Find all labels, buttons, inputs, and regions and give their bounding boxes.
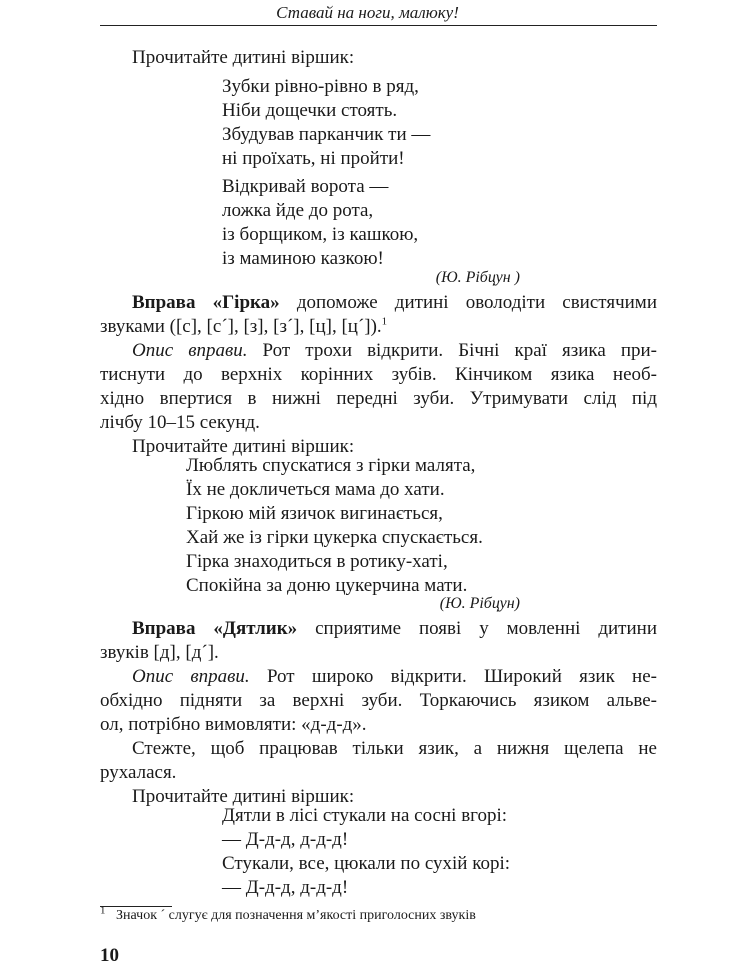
footnote-ref: 1 — [381, 315, 388, 328]
poem-line: — Д-д-д, д-д-д! — [222, 877, 349, 898]
poem-author: (Ю. Рібцун ) — [435, 269, 520, 286]
text-run: звуками ([с], [с´], [з], [з´], [ц], [ц´]). — [100, 316, 382, 337]
poem-stanza — [222, 804, 510, 900]
poem-line: Їх не докличеться мама до хати. — [186, 479, 445, 500]
poem-line: ні проїхать, ні пройти! — [222, 148, 405, 169]
poem-stanza — [222, 75, 430, 171]
poem-line: Гірка знаходиться в ротику-хаті, — [186, 551, 448, 572]
paragraph-line — [100, 339, 657, 363]
page-number: 10 — [100, 945, 119, 966]
poem-line: Ніби дощечки стоять. — [222, 100, 398, 121]
text-run: допоможе дитині оволодіти свистячими — [279, 292, 657, 313]
poem-line: Гіркою мій язичок вигинається, — [186, 503, 443, 524]
poem-line: Зубки рівно-рівно в ряд, — [222, 76, 419, 97]
description-label: Опис вправи. — [132, 340, 248, 361]
poem-line: Люблять спускатися з гірки малята, — [186, 455, 476, 476]
paragraph-line: звуків [д], [д´]. — [100, 642, 219, 663]
footnote-number: 1 — [100, 904, 106, 917]
poem-line: Збудував парканчик ти — — [222, 124, 431, 145]
paragraph-line: рухалася. — [100, 762, 177, 783]
footnote-text: Значок ´ слугує для позначення м’якості приголосних звуків — [116, 908, 476, 923]
paragraph-line: тиснути до верхніх корінних зубів. Кінчиком язика необ- — [100, 364, 657, 385]
running-header: Ставай на ноги, малюку! — [276, 3, 459, 22]
paragraph-line: хідно впертися в нижні передні зуби. Утримувати слід під — [100, 388, 657, 409]
poem-line: Дятли в лісі стукали на сосні вгорі: — [222, 805, 508, 826]
poem-line: Відкривай ворота — — [222, 176, 389, 197]
poem-intro — [100, 46, 657, 70]
text-run: Рот широко відкрити. Широкий язик не- — [249, 666, 657, 687]
poem-line: Стукали, все, цюкали по сухій корі: — [222, 853, 511, 874]
poem-line: — Д-д-д, д-д-д! — [222, 829, 349, 850]
poem-author: (Ю. Рібцун) — [439, 595, 520, 612]
poem-stanza — [186, 454, 483, 598]
intro-text: Прочитайте дитині віршик: — [132, 47, 355, 68]
paragraph-line — [100, 617, 657, 641]
exercise-dyatlyk — [100, 617, 657, 809]
exercise-title: Вправа «Дятлик» — [132, 618, 298, 639]
description-label: Опис вправи. — [132, 666, 250, 687]
intro-text: Прочитайте дитині віршик: — [132, 436, 355, 457]
poem-line: із маминою казкою! — [222, 248, 384, 269]
intro-text: Прочитайте дитині віршик: — [132, 786, 355, 807]
poem-stanza — [222, 175, 418, 271]
paragraph-line: ол, потрібно вимовляти: «д-д-д». — [100, 714, 367, 735]
header-divider — [100, 25, 657, 26]
poem-line: Спокійна за доню цукерчина мати. — [186, 575, 468, 596]
paragraph-line — [100, 665, 657, 689]
paragraph-line — [100, 315, 657, 339]
poem-line: ложка йде до рота, — [222, 200, 374, 221]
paragraph-line: Стежте, щоб працював тільки язик, а нижня щелепа не — [132, 738, 657, 759]
paragraph-line — [100, 291, 657, 315]
paragraph-line: обхідно підняти за верхні зуби. Торкаючись язиком альве- — [100, 690, 657, 711]
exercise-girka — [100, 291, 657, 459]
poem-line: із борщиком, із кашкою, — [222, 224, 419, 245]
footnote — [100, 904, 657, 925]
poem-line: Хай же із гірки цукерка спускається. — [186, 527, 483, 548]
text-run: Рот трохи відкрити. Бічні краї язика при- — [247, 340, 658, 361]
text-run: сприятиме появі у мовленні дитини — [297, 618, 657, 639]
exercise-title: Вправа «Гірка» — [132, 292, 280, 313]
paragraph-line: лічбу 10–15 секунд. — [100, 412, 260, 433]
